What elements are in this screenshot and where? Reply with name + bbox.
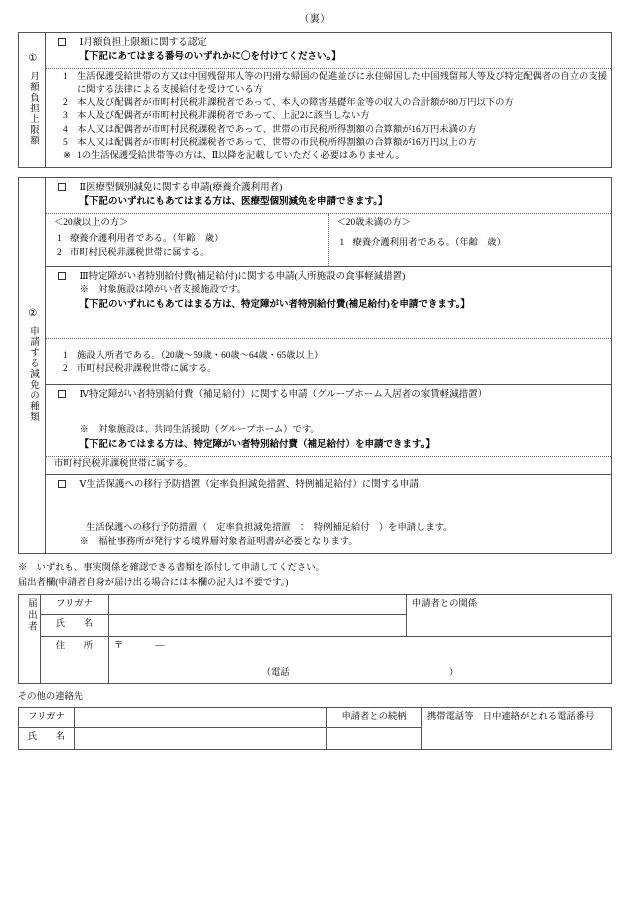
name-input[interactable]	[109, 615, 407, 637]
section-1-title: Ⅰ月額負担上限額に関する認定	[79, 37, 207, 48]
item-3-note: ※ 対象施設は障がい者支援施設です。	[79, 284, 247, 295]
section-2-vertical-label: 申請する減免の種類	[27, 326, 38, 423]
item-number: ※	[63, 151, 71, 162]
address-label: 住 所	[41, 637, 109, 684]
item-4-title: Ⅳ特定障がい者特別給付費（補足給付）に関する申請（グループホーム入居者の家賃軽減措置）	[79, 389, 488, 400]
list-item[interactable]	[60, 350, 607, 363]
item-5-spacer	[54, 492, 605, 522]
item-text: 本人又は配偶者が市町村民税課税者であって、世帯の市民税所得割額の合算額が16万円未満の方	[77, 124, 477, 135]
list-item[interactable]	[60, 71, 607, 97]
submitter-note: 届出者欄(申請者自身が届け出る場合には本欄の記入は不要です。)	[18, 578, 289, 589]
phone-label: 携帯電話等 日中連絡がとれる電話番号	[422, 707, 612, 749]
item-3-instruction: 【下記のいずれにもあてはまる方は、特定障がい者特別給付費(補足給付)を申請できます。】	[79, 299, 470, 310]
item-5-declaration: 生活保護への移行予防措置（ 定率負担減免措置 ： 特例補足給付 ）を申請します。	[86, 523, 453, 534]
item-number: 1	[63, 350, 68, 361]
item-number: 2	[63, 364, 68, 375]
name-label: 氏 名	[19, 728, 75, 750]
section-1-instruction: 【下記にあてはまる番号のいずれかに〇を付けてください。】	[79, 51, 341, 62]
item-2-age-columns	[46, 214, 611, 266]
list-item-note	[60, 150, 607, 163]
checkbox-item-5[interactable]	[58, 480, 66, 488]
item-number: 5	[63, 138, 68, 149]
list-item[interactable]	[60, 137, 607, 150]
name-label: 氏 名	[41, 615, 109, 637]
section-2-body	[46, 178, 611, 553]
submitter-side-label	[19, 594, 41, 683]
telephone-field[interactable]	[114, 667, 606, 680]
list-item[interactable]	[337, 237, 606, 251]
list-item[interactable]	[60, 97, 607, 110]
item-text: 1の生活保護受給世帯等の方は、Ⅱ以降を記載していただく必要はありません。	[77, 151, 405, 162]
item-3-condition-list	[46, 339, 611, 385]
checkbox-item-3[interactable]	[58, 272, 66, 280]
item-3-title: Ⅲ特定障がい者特別給付費(補足給付)に関する申請(入所施設の食事軽減措置)	[79, 271, 406, 282]
submitter-table	[18, 594, 612, 684]
block-spacer	[0, 168, 630, 177]
item-4-title-line	[54, 388, 605, 402]
item-5-title-line	[54, 478, 605, 492]
age-column-under-20	[329, 214, 612, 265]
item-3-title-line	[54, 270, 605, 284]
item-text: 本人及び配偶者が市町村民税非課税者であって、本人の障害基礎年金等の収入の合計額が80万円以下の方	[77, 98, 514, 109]
list-item[interactable]	[54, 233, 322, 247]
section-2-number: ②	[27, 308, 39, 320]
item-5-title: Ⅴ生活保護への移行予防措置（定率負担減免措置、特例補足給付）に関する申請	[79, 479, 419, 490]
checkbox-section-1[interactable]	[58, 38, 66, 46]
other-contact-caption: その他の連絡先	[18, 692, 84, 703]
section-1-body	[46, 33, 611, 167]
item-4-spacer	[54, 402, 605, 424]
item-number: 1	[57, 233, 62, 244]
name-input[interactable]	[75, 728, 327, 750]
other-contact-table	[18, 707, 612, 750]
item-number: 1	[63, 71, 68, 82]
item-text: 市町村民税非課税世帯に属する。	[70, 247, 210, 258]
item-number: 1	[339, 237, 345, 248]
list-item[interactable]	[60, 110, 607, 123]
section-1-header-row	[46, 33, 611, 69]
table-row	[19, 594, 612, 614]
checkbox-item-4[interactable]	[58, 390, 66, 398]
item-number: 2	[63, 98, 68, 109]
furigana-input[interactable]	[109, 594, 407, 614]
item-text: 市町村民税非課税世帯に属する。	[77, 364, 217, 375]
item-text: 本人又は配偶者が市町村民税課税者であって、世帯の市民税所得割額の合算額が16万円以上の方	[77, 138, 477, 149]
item-5-note: ※ 福祉事務所が発行する境界層対象者証明書が必要となります。	[79, 537, 358, 548]
age-column-20-and-over	[46, 214, 329, 265]
item-4-condition-row[interactable]	[46, 457, 611, 475]
submitter-side-label-text: 届出者	[25, 597, 36, 633]
relation-label: 申請者との続柄	[327, 707, 422, 727]
section-1-block	[18, 32, 612, 168]
list-item[interactable]	[60, 124, 607, 137]
item-number: 2	[57, 247, 62, 258]
item-number: 3	[63, 111, 68, 122]
item-2-header-row	[46, 178, 611, 214]
item-number: 4	[63, 124, 68, 135]
table-row	[19, 637, 612, 684]
section-1-label-cell	[19, 33, 46, 167]
item-4-note: ※ 対象施設は、共同生活援助（グループホーム）です。	[79, 424, 320, 435]
section-1-title-line	[54, 36, 605, 50]
furigana-label: フリガナ	[19, 707, 75, 727]
list-item[interactable]	[60, 363, 607, 376]
item-text: 療養介護利用者である。（年齢 歳）	[352, 237, 506, 248]
item-3-spacer	[54, 313, 605, 335]
age-column-heading: ＜20歳未満の方＞	[336, 218, 411, 229]
section-2-label-cell	[19, 178, 46, 553]
section-1-number: ①	[27, 53, 39, 65]
item-text: 本人及び配偶者が市町村民税非課税者であって、上記2に該当しない方	[77, 111, 370, 122]
relation-input[interactable]	[327, 728, 422, 750]
furigana-input[interactable]	[75, 707, 327, 727]
page-side-mark: （裏）	[299, 14, 331, 25]
section-1-item-list	[46, 69, 611, 167]
section-1-vertical-label: 月額負担上限額	[27, 71, 38, 147]
list-item[interactable]	[54, 247, 322, 261]
section-2-block	[18, 177, 612, 554]
relation-label: 申請者との関係	[407, 594, 612, 636]
item-2-title-line	[54, 181, 605, 195]
table-row	[19, 707, 612, 727]
item-text: 生活保護受給世帯の方又は中国残留邦人等の円滑な帰国の促進並びに永住帰国した中国残留邦人等及び特定配偶者の自立の支援に関する法律による支援給付を受けている方	[77, 71, 607, 95]
item-text: 療養介護利用者である。（年齢 歳）	[70, 233, 224, 244]
item-text: 施設入所者である。（20歳～59歳・60歳～64歳・65歳以上）	[77, 350, 324, 361]
checkbox-item-2[interactable]	[58, 183, 66, 191]
item-3-header-row	[46, 267, 611, 339]
age-column-heading: ＜20歳以上の方＞	[54, 218, 129, 229]
item-5-row	[46, 475, 611, 553]
item-2-title: Ⅱ医療型個別減免に関する申請(療養介護利用者)	[79, 182, 283, 193]
address-input[interactable]	[109, 637, 612, 684]
telephone-label: （電話	[261, 667, 290, 678]
postal-code-mark: 〒 ―	[114, 641, 166, 652]
item-4-instruction: 【下記にあてはまる方は、特定障がい者特別給付費（補足給付）を申請できます。】	[79, 439, 435, 450]
item-4-condition: 市町村民税非課税世帯に属する。	[54, 458, 194, 469]
item-4-header-row	[46, 385, 611, 457]
attachment-note: ※ いずれも、事実関係を確認できる書類を添付して申請してください。	[18, 562, 325, 573]
telephone-close-paren: ）	[449, 667, 459, 678]
item-2-instruction: 【下記のいずれにもあてはまる方は、医療型個別減免を申請できます。】	[79, 196, 388, 207]
furigana-label: フリガナ	[41, 594, 109, 614]
